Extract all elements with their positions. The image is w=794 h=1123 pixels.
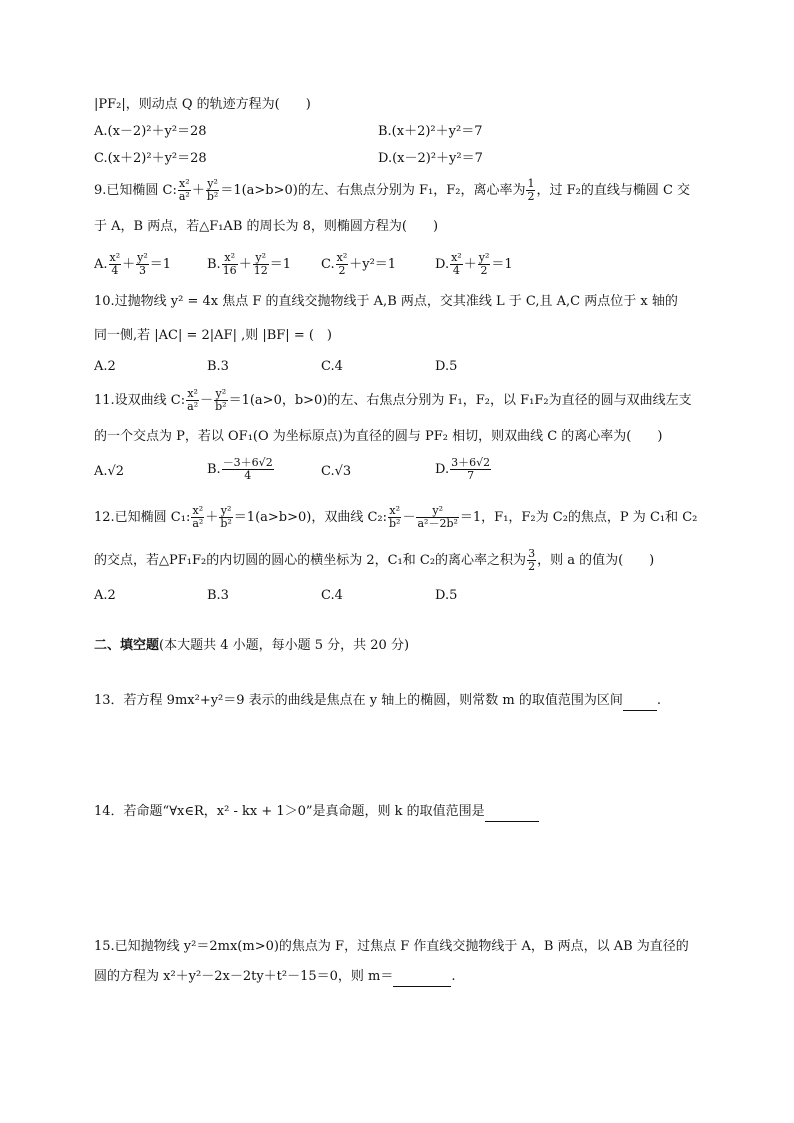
q12-line2: 的交点，若△PF₁F₂的内切圆的圆心的横坐标为 2，C₁和 C₂的离心率之积为 $\frac{3}{2}$ ，则 a 的值为( ) [94,547,655,573]
q8-option-d: D.(x－2)²＋y²＝7 [378,151,483,166]
q11-option-a: A.√2 [94,464,125,479]
q12-option-a: A.2 [94,588,116,603]
answer-blank[interactable] [485,801,539,822]
q11-line2: 的一个交点为 P，若以 OF₁(O 为坐标原点)为直径的圆与 PF₂ 相切，则双曲线 C 的离心率为( ) [94,429,663,444]
q9-option-a: A. $\frac{\text{x²}}{4}$ ＋ $\frac{\text{y²}}{3}$ ＝1 [94,251,172,277]
q10-line1: 10.过抛物线 y² = 4x 焦点 F 的直线交抛物线于 A,B 两点，交其准线 L 于 C,且 A,C 两点位于 x 轴的 [94,294,678,309]
q9-option-c: C. $\frac{\text{x²}}{2}$ ＋y²＝1 [321,251,397,277]
frac-y2-b2: $\frac{\text{y²}}{\text{b²}}$ [215,387,227,413]
q11-stem: 11.设双曲线 C: $\frac{\text{x²}}{\text{a²}}$ － $\frac{\text{y²}}{\text{b²}}$ ＝1(a>0，b>0)的左、右焦点分别为 F₁，F₂，以 F₁F₂为直径的圆与双曲线左支 [94,387,692,413]
q10-option-d: D.5 [435,359,458,374]
q9-stem: 9.已知椭圆 C: $\frac{\text{x²}}{\text{a²}}$ ＋ $\frac{\text{y²}}{\text{b²}}$ ＝1(a>b>0)的左、右焦点分别为 F₁，F₂，离心率为 $\frac{1}{2}$ ，过 F₂的直线与椭圆 C 交 [94,177,691,203]
q15-line1: 15.已知抛物线 y²＝2mx(m>0)的焦点为 F，过焦点 F 作直线交抛物线于 A，B 两点，以 AB 为直径的 [94,939,689,954]
q8-option-b: B.(x＋2)²＋y²＝7 [378,124,483,139]
q10-option-b: B.3 [207,359,229,374]
frac-x2-a2: $\frac{\text{x²}}{\text{a²}}$ [178,177,190,203]
frac-y2-b2: $\frac{\text{y²}}{\text{b²}}$ [206,177,219,203]
q12-option-b: B.3 [207,588,229,603]
q9-option-b: B. $\frac{\text{x²}}{16}$ ＋ $\frac{\text{y²}}{12}$ ＝1 [207,251,291,277]
q9-option-d: D. $\frac{\text{x²}}{4}$ ＋ $\frac{\text{y²}}{2}$ ＝1 [435,251,513,277]
q14: 14．若命题“∀x∈R，x² - kx + 1＞0”是真命题，则 k 的取值范围是 [94,801,702,822]
q15-line2: 圆的方程为 x²＋y²－2x－2ty＋t²－15＝0，则 m＝ . [94,966,702,987]
section2-note: (本大题共 4 小题，每小题 5 分，共 20 分) [159,638,410,653]
q11-option-b: B. $\frac{-3+6√2}{4}$ [207,456,273,482]
q9-condition: ＝1(a>b>0)的左、右焦点分别为 F₁，F₂，离心率为 [220,183,526,198]
q8-option-c: C.(x＋2)²＋y²＝28 [94,151,207,166]
q9-lead: 9.已知椭圆 C: [94,183,177,198]
q12-option-c: C.4 [321,588,343,603]
q8-option-a: A.(x－2)²＋y²＝28 [94,124,207,139]
q10-option-a: A.2 [94,359,116,374]
q8-tail: |PF₂|，则动点 Q 的轨迹方程为( ) [94,97,311,112]
q9-line2: 于 A，B 两点，若△F₁AB 的周长为 8，则椭圆方程为( ) [94,219,439,234]
answer-blank[interactable] [393,966,451,987]
q10-option-c: C.4 [321,359,343,374]
frac-1-2: $\frac{1}{2}$ [527,177,535,203]
answer-blank[interactable] [623,690,657,711]
q12-stem: 12.已知椭圆 C₁: $\frac{\text{x²}}{\text{a²}}$ ＋ $\frac{\text{y²}}{\text{b²}}$ ＝1(a>b>0)，双曲线 C₂: $\frac{\text{x²}}{\text{b²}}$ － $\frac{\text{y²}}{\text{a²－2b²}}$ ＝1，F₁，F₂为 C₂的焦点，P 为 C₁和 C₂ [94,504,698,530]
q11-option-c: C.√3 [321,464,352,479]
q10-line2: 同一侧,若 |AC| = 2|AF| ,则 |BF| = ( ) [94,328,332,343]
q13: 13．若方程 9mx²+y²＝9 表示的曲线是焦点在 y 轴上的椭圆，则常数 m 的取值范围为区间 . [94,690,702,711]
frac-x2-a2: $\frac{\text{x²}}{\text{a²}}$ [187,387,199,413]
q11-option-d: D. $\frac{3+6√2}{7}$ [435,456,491,482]
section2-header [94,636,702,656]
section2-title: 二、填空题 [94,638,160,653]
q9-rest: ，过 F₂的直线与椭圆 C 交 [536,183,691,198]
q12-option-d: D.5 [435,588,458,603]
